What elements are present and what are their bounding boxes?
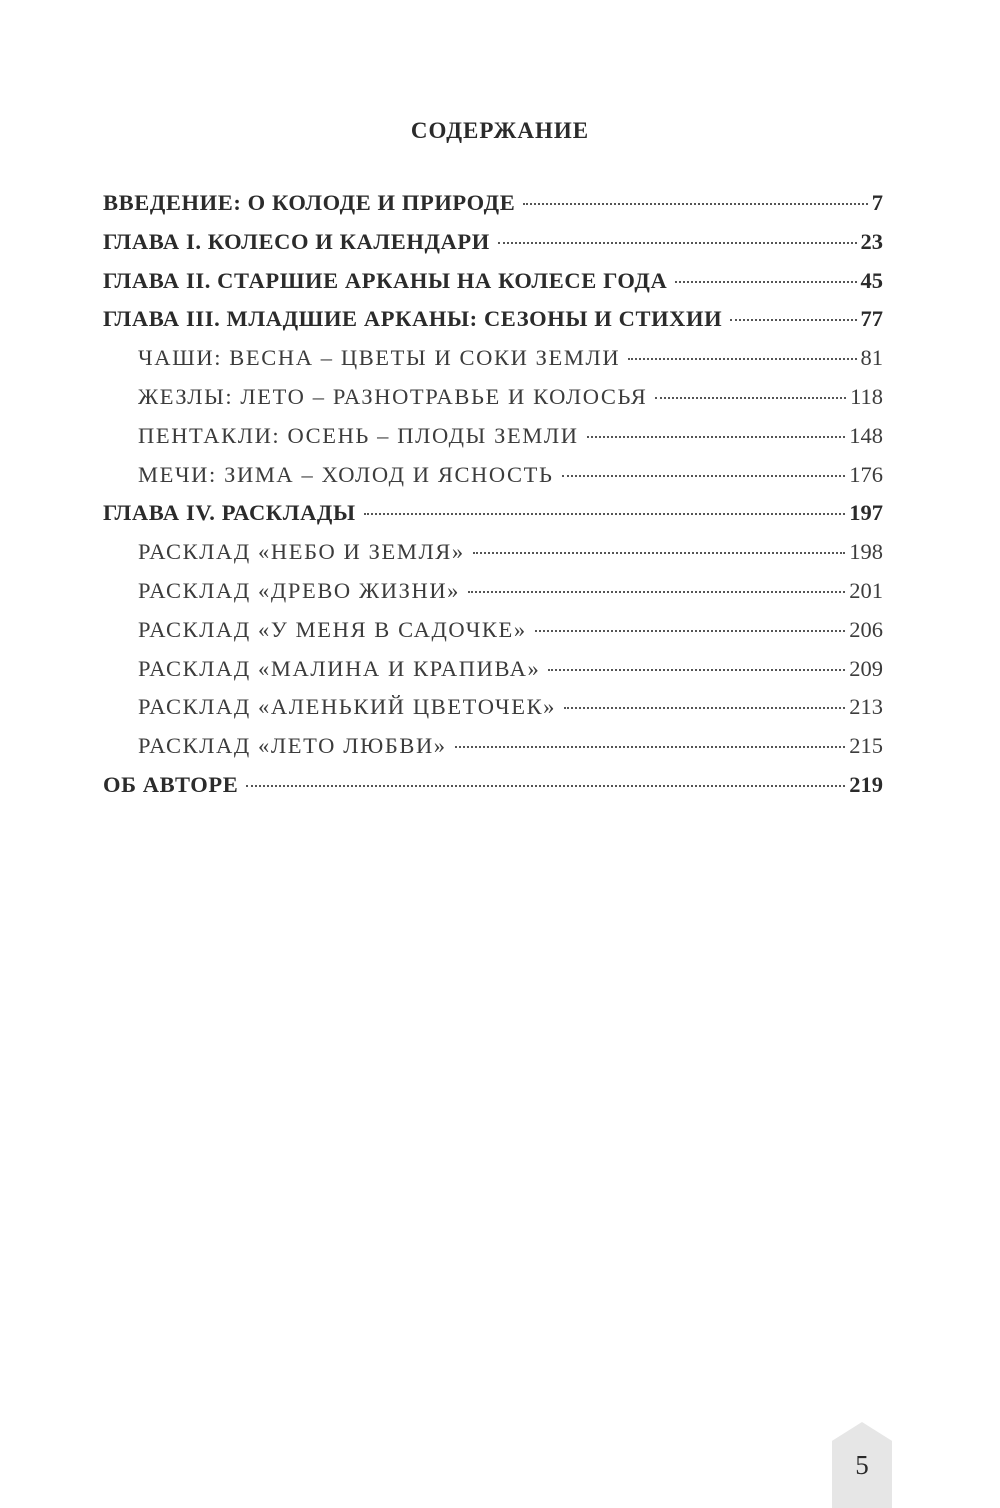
toc-entry-page: 198 bbox=[849, 539, 883, 565]
toc-entry-page: 81 bbox=[860, 345, 883, 371]
toc-entry-label: РАСКЛАД «У МЕНЯ В САДОЧКЕ» bbox=[138, 616, 527, 642]
toc-entry[interactable] bbox=[103, 650, 883, 689]
toc-entry-label: ОБ АВТОРЕ bbox=[103, 771, 239, 797]
dot-leader bbox=[473, 552, 845, 554]
toc-entry-page: 23 bbox=[860, 228, 883, 254]
dot-leader bbox=[564, 707, 845, 709]
toc-entry-label: РАСКЛАД «АЛЕНЬКИЙ ЦВЕТОЧЕК» bbox=[138, 694, 557, 720]
toc-entry-label: ГЛАВА IV. РАСКЛАДЫ bbox=[103, 500, 356, 526]
toc-entry[interactable] bbox=[103, 766, 883, 805]
toc-entry-label: РАСКЛАД «МАЛИНА И КРАПИВА» bbox=[138, 655, 541, 681]
dot-leader bbox=[498, 242, 857, 244]
toc-entry-page: 213 bbox=[849, 694, 883, 720]
toc-entry[interactable] bbox=[103, 727, 883, 766]
toc-entry-label: ГЛАВА III. МЛАДШИЕ АРКАНЫ: СЕЗОНЫ И СТИХИИ bbox=[103, 306, 723, 332]
toc-entry[interactable] bbox=[103, 456, 883, 495]
toc-entry[interactable] bbox=[103, 688, 883, 727]
dot-leader bbox=[548, 669, 845, 671]
toc-entry-label: РАСКЛАД «НЕБО И ЗЕМЛЯ» bbox=[138, 539, 465, 565]
dot-leader bbox=[562, 475, 846, 477]
toc-entry-label: ГЛАВА II. СТАРШИЕ АРКАНЫ НА КОЛЕСЕ ГОДА bbox=[103, 267, 668, 293]
dot-leader bbox=[535, 630, 846, 632]
dot-leader bbox=[364, 513, 846, 515]
toc-entry[interactable] bbox=[103, 184, 883, 223]
toc-entry-page: 77 bbox=[860, 306, 883, 332]
toc-entry[interactable] bbox=[103, 417, 883, 456]
toc-entry-page: 118 bbox=[850, 383, 883, 409]
toc-entry[interactable] bbox=[103, 339, 883, 378]
toc-entry[interactable] bbox=[103, 533, 883, 572]
toc-entry-page: 197 bbox=[849, 500, 883, 526]
toc-entry-label: РАСКЛАД «ДРЕВО ЖИЗНИ» bbox=[138, 577, 461, 603]
toc-entry-page: 7 bbox=[871, 190, 883, 215]
dot-leader bbox=[587, 436, 846, 438]
dot-leader bbox=[455, 746, 846, 748]
toc-entry[interactable] bbox=[103, 611, 883, 650]
dot-leader bbox=[628, 358, 856, 360]
toc-entry-label: ПЕНТАКЛИ: ОСЕНЬ – ПЛОДЫ ЗЕМЛИ bbox=[138, 422, 579, 448]
dot-leader bbox=[675, 281, 856, 283]
page-number: 5 bbox=[855, 1450, 869, 1480]
toc-entry-page: 209 bbox=[849, 655, 883, 681]
toc-entry-label: ЧАШИ: ВЕСНА – ЦВЕТЫ И СОКИ ЗЕМЛИ bbox=[138, 345, 621, 371]
toc-title: СОДЕРЖАНИЕ bbox=[410, 118, 590, 143]
toc-entry-page: 148 bbox=[849, 422, 883, 448]
toc-entry[interactable] bbox=[103, 378, 883, 417]
toc-entry-label: МЕЧИ: ЗИМА – ХОЛОД И ЯСНОСТЬ bbox=[138, 461, 554, 487]
toc-entry-label: ВВЕДЕНИЕ: О КОЛОДЕ И ПРИРОДЕ bbox=[103, 190, 516, 215]
toc-entry-label: ЖЕЗЛЫ: ЛЕТО – РАЗНОТРАВЬЕ И КОЛОСЬЯ bbox=[138, 383, 648, 409]
dot-leader bbox=[655, 397, 846, 399]
toc-list bbox=[103, 184, 883, 805]
dot-leader bbox=[246, 785, 845, 787]
dot-leader bbox=[468, 591, 845, 593]
toc-entry[interactable] bbox=[103, 300, 883, 339]
toc-entry-page: 201 bbox=[849, 577, 883, 603]
toc-entry-page: 215 bbox=[849, 733, 883, 759]
toc-entry-label: ГЛАВА I. КОЛЕСО И КАЛЕНДАРИ bbox=[103, 228, 490, 254]
toc-entry[interactable] bbox=[103, 262, 883, 301]
toc-entry-label: РАСКЛАД «ЛЕТО ЛЮБВИ» bbox=[138, 733, 447, 759]
toc-entry[interactable] bbox=[103, 223, 883, 262]
toc-entry-page: 219 bbox=[849, 771, 883, 797]
toc-entry-page: 176 bbox=[849, 461, 883, 487]
dot-leader bbox=[523, 203, 867, 205]
toc-entry-page: 45 bbox=[860, 267, 883, 293]
toc-entry[interactable] bbox=[103, 572, 883, 611]
dot-leader bbox=[730, 319, 856, 321]
toc-entry-page: 206 bbox=[849, 616, 883, 642]
toc-entry[interactable] bbox=[103, 494, 883, 533]
